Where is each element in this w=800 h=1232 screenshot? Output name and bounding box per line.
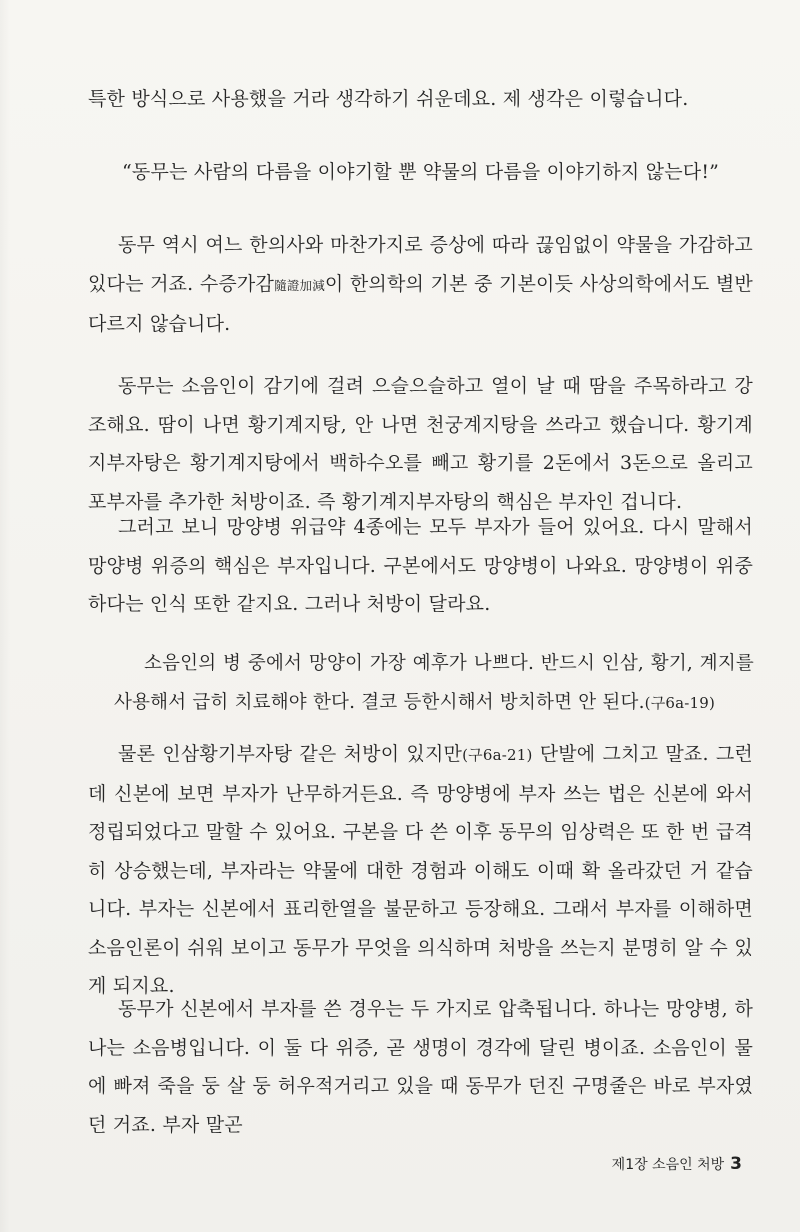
paragraph-5-text-after: 단발에 그치고 말죠. 그런데 신본에 보면 부자가 난무하거든요. 즉 망양병에 부자 쓰는 법은 신본에 와서 정립되었다고 말할 수 있어요. 구본을 다 쓴 이후 동무의 임상력은 또 한 번 급격히 상승했는데, 부자라는 약물에 대한 경험과 이해도 이때 확 올라갔던 거 같습니다. 부자는 신본에서 표리한열을 불문하고 등장해요. 그래서 부자를 이해하면 소음인론이 쉬워 보이고 동무가 무엇을 의식하며 처방을 쓰는지 분명히 알 수 있게 되지요. (88, 743, 753, 997)
quote-2 (114, 645, 754, 722)
page-number: 3 (730, 1154, 742, 1174)
paragraph-4: 그러고 보니 망양병 위급약 4종에는 모두 부자가 들어 있어요. 다시 말해서 망양병 위증의 핵심은 부자입니다. 구본에서도 망양병이 나와요. 망양병이 위중하다는 인식 또한 같지요. 그러나 처방이 달라요. (88, 516, 753, 615)
hanja-annotation: 隨證加減 (274, 277, 325, 293)
chapter-label: 제1장 소음인 처방 (611, 1157, 725, 1173)
page-footer (612, 1154, 742, 1174)
paragraph-1: 특한 방식으로 사용했을 거라 생각하기 쉬운데요. 제 생각은 이렇습니다. (88, 88, 689, 110)
paragraph-5-text-before: 물론 인삼황기부자탕 같은 처방이 있지만 (118, 743, 463, 765)
paragraph-3: 동무는 소음인이 감기에 걸려 으슬으슬하고 열이 날 때 땀을 주목하라고 강조해요. 땀이 나면 황기계지탕, 안 나면 천궁계지탕을 쓰라고 했습니다. 황기계지부자탕은 황기계지탕에서 백하수오를 빼고 황기를 2돈에서 3돈으로 올리고 포부자를 추가한 처방이죠. 즉 황기계지부자탕의 핵심은 부자인 겁니다. (88, 375, 753, 513)
quote-2-text: 소음인의 병 중에서 망양이 가장 예후가 나쁘다. 반드시 인삼, 황기, 계지를 사용해서 급히 치료해야 한다. 결코 등한시해서 방치하면 안 된다. (114, 653, 754, 713)
paragraph-2-text-before: 동무 역시 여느 한의사와 마찬가지로 증상에 따라 끊임없이 약물을 가감하고 있다는 거죠. 수증가감 (88, 234, 753, 295)
paragraph-2-text-after: 이 한의학의 기본 중 기본이듯 사상의학에서도 별반 다르지 않습니다. (88, 272, 753, 335)
quote-1: “동무는 사람의 다름을 이야기할 뿐 약물의 다름을 이야기하지 않는다!” (122, 161, 720, 183)
quote-2-citation: (구6a-19) (644, 693, 716, 712)
paragraph-5-citation: (구6a-21) (462, 746, 533, 764)
paragraph-5 (88, 735, 753, 1006)
page-edge-shadow (0, 0, 10, 1232)
paragraph-6: 동무가 신본에서 부자를 쓴 경우는 두 가지로 압축됩니다. 하나는 망양병, 하나는 소음병입니다. 이 둘 다 위증, 곧 생명이 경각에 달린 병이죠. 소음인이 물에 빠져 죽을 둥 살 둥 허우적거리고 있을 때 동무가 던진 구명줄은 바로 부자였던 거죠. 부자 말곤 (88, 998, 753, 1136)
paragraph-2 (88, 226, 753, 344)
